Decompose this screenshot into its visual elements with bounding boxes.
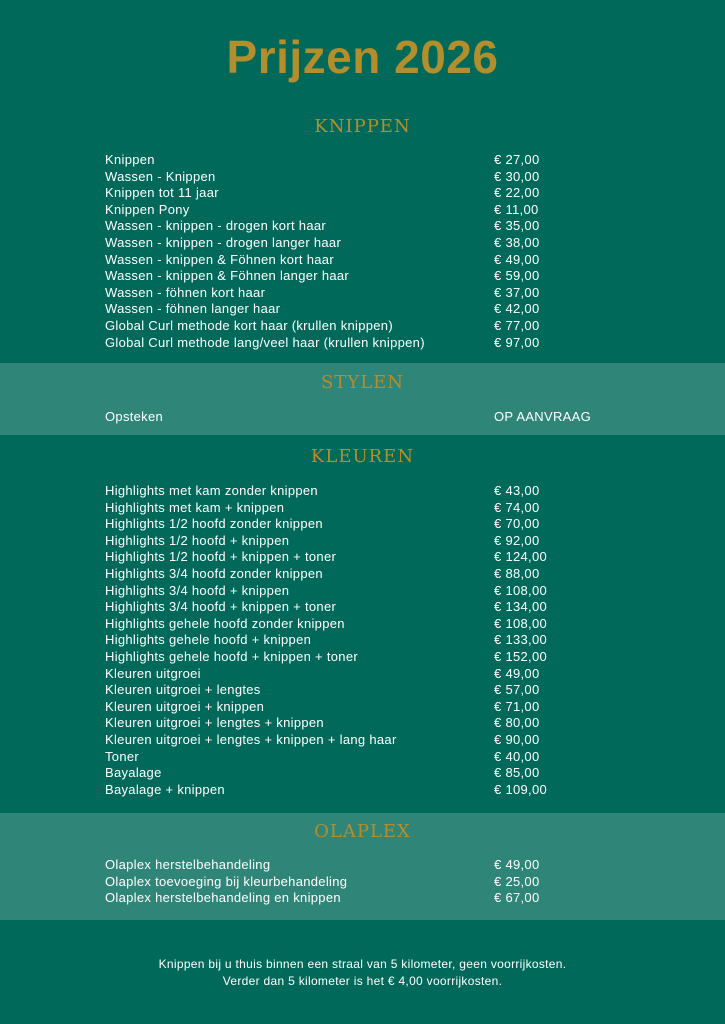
price-row [105, 516, 625, 533]
price-row [105, 301, 625, 318]
service-price: € 124,00 [494, 549, 548, 565]
price-row [105, 335, 625, 352]
service-price: € 40,00 [494, 748, 540, 764]
service-price: € 22,00 [494, 185, 540, 201]
service-price: € 38,00 [494, 234, 540, 250]
price-row [105, 782, 625, 799]
service-name: Highlights 3/4 hoofd zonder knippen [105, 565, 323, 581]
service-name: Olaplex herstelbehandeling [105, 857, 271, 872]
price-row [105, 765, 625, 782]
price-row [105, 218, 625, 235]
section-heading-olaplex: OLAPLEX [314, 821, 411, 842]
price-row [105, 285, 625, 302]
service-name: Knippen [105, 152, 155, 167]
service-name: Bayalage + knippen [105, 781, 225, 797]
price-row [105, 169, 625, 186]
service-price: € 25,00 [494, 873, 540, 889]
service-price: € 35,00 [494, 218, 540, 234]
service-name: Highlights 3/4 hoofd + knippen + toner [105, 599, 337, 615]
service-price: € 43,00 [494, 483, 540, 498]
service-name: Bayalage [105, 765, 162, 781]
price-row [105, 549, 625, 566]
service-name: Knippen Pony [105, 201, 190, 217]
service-price: € 77,00 [494, 317, 540, 333]
service-price: € 133,00 [494, 632, 548, 648]
service-name: Highlights 1/2 hoofd zonder knippen [105, 516, 323, 532]
service-name: Highlights 1/2 hoofd + knippen [105, 532, 290, 548]
service-price: € 88,00 [494, 565, 540, 581]
service-name: Highlights gehele hoofd + knippen + toner [105, 648, 358, 664]
price-row [105, 890, 625, 907]
page-title: Prijzen 2026 [226, 31, 499, 83]
price-row [105, 749, 625, 766]
service-name: Opsteken [105, 409, 164, 424]
service-name: Highlights 3/4 hoofd + knippen [105, 582, 290, 598]
service-name: Kleuren uitgroei + lengtes + knippen [105, 715, 324, 731]
price-row [105, 599, 625, 616]
service-name: Wassen - knippen & Föhnen kort haar [105, 251, 334, 267]
service-name: Highlights met kam + knippen [105, 499, 285, 515]
service-price: € 108,00 [494, 582, 548, 598]
service-name: Wassen - knippen & Föhnen langer haar [105, 268, 350, 284]
service-price: OP AANVRAAG [494, 409, 591, 424]
service-name: Olaplex toevoeging bij kleurbehandeling [105, 873, 348, 889]
footer-line-2: Verder dan 5 kilometer is het € 4,00 voorrijkosten. [222, 974, 503, 988]
service-name: Olaplex herstelbehandeling en knippen [105, 890, 341, 906]
service-price: € 80,00 [494, 715, 540, 731]
price-row [105, 318, 625, 335]
footer-line-1: Knippen bij u thuis binnen een straal van 5 kilometer, geen voorrijkosten. [158, 957, 567, 971]
price-row [105, 682, 625, 699]
price-row [105, 583, 625, 600]
price-row [105, 500, 625, 517]
service-price: € 90,00 [494, 731, 540, 747]
service-price: € 42,00 [494, 301, 540, 317]
service-price: € 109,00 [494, 781, 548, 797]
service-name: Highlights met kam zonder knippen [105, 483, 318, 498]
service-name: Wassen - föhnen langer haar [105, 301, 281, 317]
service-price: € 27,00 [494, 152, 540, 167]
service-price: € 97,00 [494, 334, 540, 350]
price-row [105, 874, 625, 891]
price-list-stylen [105, 409, 625, 426]
price-row [105, 632, 625, 649]
price-row [105, 857, 625, 874]
service-price: € 49,00 [494, 665, 540, 681]
service-name: Wassen - Knippen [105, 168, 216, 184]
service-price: € 11,00 [494, 201, 539, 217]
price-row [105, 252, 625, 269]
service-price: € 49,00 [494, 251, 540, 267]
service-price: € 37,00 [494, 284, 540, 300]
section-heading-kleuren: KLEUREN [310, 446, 415, 467]
price-row [105, 715, 625, 732]
service-price: € 152,00 [494, 648, 548, 664]
price-row [105, 268, 625, 285]
service-name: Toner [105, 748, 140, 764]
price-row [105, 732, 625, 749]
service-price: € 108,00 [494, 615, 548, 631]
section-heading-knippen: KNIPPEN [314, 116, 411, 137]
service-price: € 59,00 [494, 268, 540, 284]
price-list-olaplex [105, 857, 625, 907]
price-row [105, 185, 625, 202]
price-row [105, 483, 625, 500]
service-name: Kleuren uitgroei + knippen [105, 698, 265, 714]
service-name: Kleuren uitgroei + lengtes + knippen + lang haar [105, 731, 397, 747]
price-row [105, 699, 625, 716]
service-name: Highlights gehele hoofd + knippen [105, 632, 312, 648]
service-name: Kleuren uitgroei [105, 665, 201, 681]
service-price: € 74,00 [494, 499, 540, 515]
service-name: Knippen tot 11 jaar [105, 185, 219, 201]
service-name: Global Curl methode lang/veel haar (krullen knippen) [105, 334, 425, 350]
service-name: Highlights gehele hoofd zonder knippen [105, 615, 345, 631]
price-list-knippen [105, 152, 625, 351]
footer-note [0, 956, 725, 990]
price-row [105, 533, 625, 550]
price-list-kleuren [105, 483, 625, 798]
price-row [105, 616, 625, 633]
price-row [105, 409, 625, 426]
service-price: € 71,00 [494, 698, 540, 714]
price-row [105, 235, 625, 252]
service-price: € 30,00 [494, 168, 540, 184]
price-row [105, 566, 625, 583]
service-price: € 67,00 [494, 890, 540, 906]
service-price: € 92,00 [494, 532, 540, 548]
service-price: € 49,00 [494, 857, 540, 872]
service-name: Wassen - knippen - drogen langer haar [105, 234, 342, 250]
price-row [105, 649, 625, 666]
price-row [105, 666, 625, 683]
service-price: € 85,00 [494, 765, 540, 781]
service-price: € 70,00 [494, 516, 540, 532]
service-name: Kleuren uitgroei + lengtes [105, 682, 261, 698]
service-price: € 134,00 [494, 599, 548, 615]
service-name: Highlights 1/2 hoofd + knippen + toner [105, 549, 337, 565]
service-name: Global Curl methode kort haar (krullen knippen) [105, 317, 393, 333]
price-row [105, 152, 625, 169]
price-row [105, 202, 625, 219]
service-name: Wassen - föhnen kort haar [105, 284, 266, 300]
section-heading-stylen: STYLEN [320, 372, 405, 393]
service-price: € 57,00 [494, 682, 540, 698]
service-name: Wassen - knippen - drogen kort haar [105, 218, 327, 234]
